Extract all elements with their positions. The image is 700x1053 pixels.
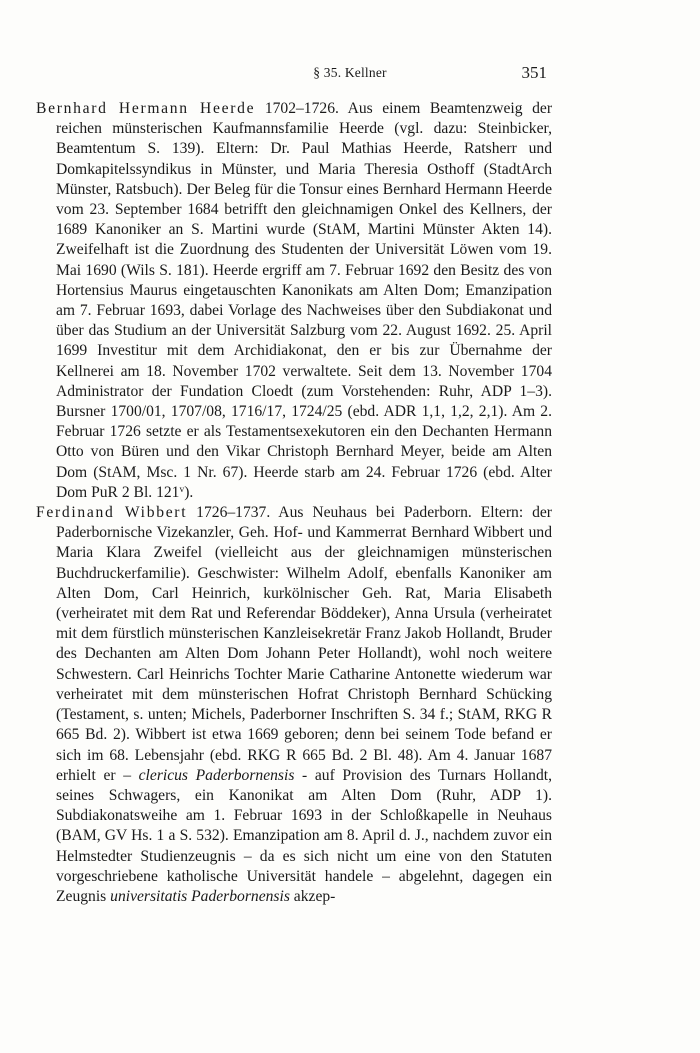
page-number: 351 xyxy=(521,63,547,82)
italic-clericus: clericus Paderbornensis xyxy=(138,766,295,784)
running-head: § 35. Kellner xyxy=(313,65,387,80)
entry-text-heerde: 1702–1726. Aus einem Beamtenzweig der reichen münsterischen Kaufmannsfamilie Heerde (vgl. dazu: Steinbicker, Beamtentum S. 139). Eltern: Dr. Paul Mathias Heerde, Ratsherr und Domkapitelssyndikus in Münster, und Maria Theresia Osthoff (StadtArch Münster, Ratsbuch). Der Beleg für die Tonsur eines Bernhard Hermann Heerde vom 23. September 1684 betrifft den gleichnamigen Onkel des Kellners, der 1689 Kanoniker an S. Martini wurde (StAM, Martini Münster Akten 14). Zweifelhaft ist die Zuordnung des Studenten der Universität Löwen vom 19. Mai 1690 (Wils S. 181). Heerde ergriff am 7. Februar 1692 den Besitz des von Hortensius Maurus eingetauschten Kanonikats am Alten Dom; Emanzipation am 7. Februar 1693, dabei Vorlage des Nachweises über den Subdiakonat und über das Studium an der Universität Salzburg vom 22. August 1692. 25. April 1699 Investitur mit dem Archidiakonat, den er bis zur Übernahme der Kellnerei am 18. November 1702 verwaltete. Seit dem 13. November 1704 Administrator der Fundation Cloedt (zum Vorstehenden: Ruhr, ADP 1–3). Bursner 1700/01, 1707/08, 1716/17, 1724/25 (ebd. ADR 1,1, 1,2, 2,1). Am 2. Februar 1726 setzte er als Testamentsexekutoren ein den Dechanten Hermann Otto von Büren und den Vikar Christoph Bernhard Meyer, beide am Alten Dom (StAM, Msc. 1 Nr. 67). Heerde starb am 24. Februar 1726 (ebd. Alter Dom PuR 2 Bl. 121 xyxy=(56,100,553,501)
entry-heerde xyxy=(36,99,552,503)
entry-text-heerde-end: ). xyxy=(184,483,194,501)
entry-wibbert xyxy=(36,503,552,907)
entry-name-wibbert: Ferdinand Wibbert xyxy=(36,504,188,522)
entry-text-wibbert-2: - auf Provision des Turnars Hollandt, seines Schwagers, ein Kanonikat am Alten Dom (Ruhr, ADP 1). Subdiakonatsweihe am 1. Februar 1693 in der Schloßkapelle in Neuhaus (BAM, GV Hs. 1 a S. 532). Emanzipation am 8. April d. J., nachdem zuvor ein Helmstedter Studienzeugnis – da es sich nicht um eine von den Statuten vorgeschriebene katholische Universität handele – abgelehnt, dagegen ein Zeugnis xyxy=(56,766,552,905)
entry-text-wibbert-1: 1726–1737. Aus Neuhaus bei Paderborn. Eltern: der Paderbornische Vizekanzler, Geh. Hof- und Kammerrat Bernhard Wibbert und Maria Klara Zweifel (vielleicht aus der gleichnamigen münsterischen Buchdruckerfamilie). Geschwister: Wilhelm Adolf, ebenfalls Kanoniker am Alten Dom, Carl Heinrich, kurkölnischer Geh. Rat, Maria Elisabeth (verheiratet mit dem Rat und Referendar Böddeker), Anna Ursula (verheiratet mit dem fürstlich münsterischen Kanzleisekretär Franz Jakob Hollandt, Bruder des Dechanten am Alten Dom Johann Peter Hollandt), wohl noch weitere Schwestern. Carl Heinrichs Tochter Marie Catharine Antonette wiederum war verheiratet mit dem münsterischen Hofrat Christoph Bernhard Schücking (Testament, s. unten; Michels, Paderborner Inschriften S. 34 f.; StAM, RKG R 665 Bd. 2). Wibbert ist etwa 1669 geboren; denn bei seinem Tode befand er sich im 68. Lebensjahr (ebd. RKG R 665 Bd. 2 Bl. 48). Am 4. Januar 1687 erhielt er – xyxy=(56,504,552,784)
page-header xyxy=(0,65,700,85)
superscript-verso: v xyxy=(179,484,185,495)
entry-text-wibbert-3: akzep- xyxy=(289,887,336,905)
page-body xyxy=(36,99,552,907)
entry-name-heerde: Bernhard Hermann Heerde xyxy=(36,100,256,117)
italic-universitatis: universitatis Paderbornensis xyxy=(110,887,290,905)
